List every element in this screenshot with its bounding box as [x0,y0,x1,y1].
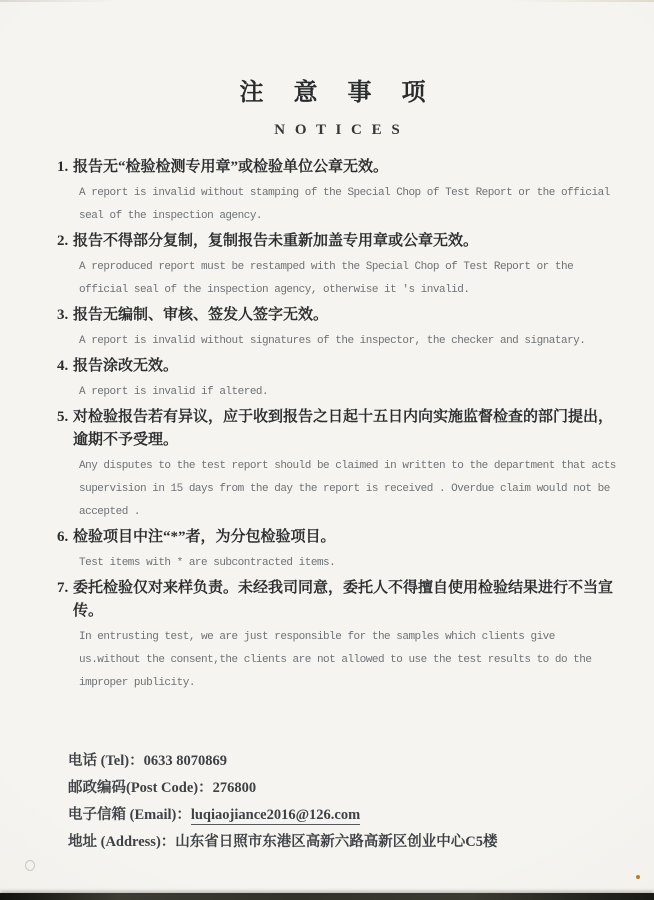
notice-text-chinese: 报告不得部分复制，复制报告未重新加盖专用章或公章无效。 [73,233,479,249]
contact-value: 0633 8070869 [143,753,227,769]
notice-text-english: Test items with * are subcontracted items. [79,557,336,569]
notice-item [57,230,620,302]
notice-text-english: A report is invalid without signatures of the inspector, the checker and signatary. [79,335,586,347]
notice-item [57,355,620,404]
notice-text-english: A report is invalid if altered. [79,386,269,398]
contact-value: 山东省日照市东港区高新六路高新区创业中心C5楼 [175,834,498,850]
notice-text-chinese: 报告无编制、审核、签发人签字无效。 [73,307,329,323]
notice-text-english: A reproduced report must be restamped with the Special Chop of Test Report or the official seal of the inspection agency, otherwise it 's invalid. [79,261,574,296]
notice-item [57,577,620,695]
notice-body [73,156,620,228]
notice-text-chinese: 对检验报告若有异议，应于收到报告之日起十五日内向实施监督检查的部门提出，逾期不予受理。 [73,409,614,448]
scan-smudge-mark [25,860,35,871]
notices-list [57,156,620,695]
scan-shadow-bar [0,893,654,900]
notice-text-english: A report is invalid without stamping of the Special Chop of Test Report or the official seal of the inspection agency. [79,187,610,222]
notice-number: 5. [57,409,69,425]
notice-number: 3. [57,307,69,323]
contact-label: 电话 (Tel)： [68,753,144,769]
contact-block [68,748,620,856]
contact-line [68,829,620,856]
contact-line [68,802,620,829]
notice-number: 4. [57,358,69,374]
notice-number: 7. [57,580,69,596]
notice-text-chinese: 报告涂改无效。 [73,358,179,374]
contact-line [68,748,620,775]
scan-speck [636,875,640,879]
notice-number: 1. [57,159,69,175]
contact-label: 地址 (Address)： [68,834,176,850]
contact-label: 电子信箱 (Email)： [68,807,191,823]
notice-body [73,355,620,404]
notice-text-chinese: 委托检验仅对来样负责。未经我司同意，委托人不得擅自使用检验结果进行不当宣传。 [73,580,614,619]
notice-body [73,577,620,695]
notice-text-chinese: 报告无“检验检测专用章”或检验单位公章无效。 [73,159,389,175]
notice-item [57,156,620,228]
contact-line [68,775,620,802]
notice-body [73,304,620,353]
contact-label: 邮政编码(Post Code)： [68,780,213,796]
notice-body [73,230,620,302]
contact-email-value: luqiaojiance2016@126.com [190,807,361,823]
notice-item [57,406,620,524]
notice-number: 2. [57,233,69,249]
notice-body [73,406,620,524]
notice-item [57,304,620,353]
contact-value: 276800 [212,780,257,796]
notice-text-english: Any disputes to the test report should be claimed in written to the department that acts supervision in 15 days from the day the report is received . Overdue claim would not be accepted . [79,460,616,518]
page-title: 注 意 事 项 [239,80,438,106]
notice-text-chinese: 检验项目中注“*”者，为分包检验项目。 [73,529,336,545]
page-subtitle: N O T I C E S [274,122,403,138]
notice-text-english: In entrusting test, we are just responsible for the samples which clients give us.without the consent,the clients are not allowed to use the test results to do the improper publicity. [79,631,592,689]
notice-body [73,526,620,575]
notice-item [57,526,620,575]
notice-number: 6. [57,529,69,545]
